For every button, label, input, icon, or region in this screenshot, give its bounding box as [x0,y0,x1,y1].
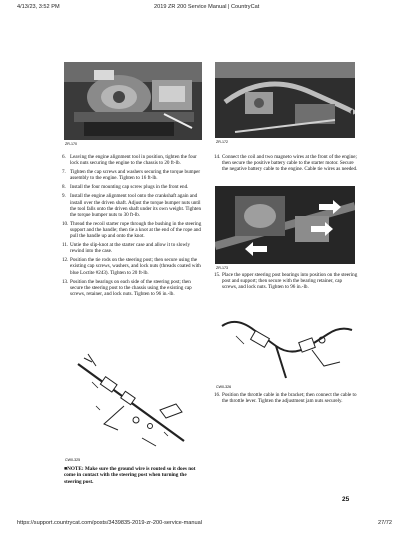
print-url: https://support.countrycat.com/posts/3439835-2019-zr-200-service-manual [17,520,202,526]
step-item: 14. Connect the coil and two magneto wires at the front of the engine; then secure the positive battery cable to the starter motor. Secure the negative battery cable to the engine. Cable tie wires as needed. [214,154,358,173]
step-item: 7. Tighten the cap screws and washers securing the torque bumper assembly to the engine. Tighten to 16 ft-lb. [62,169,201,182]
wiring-photo [215,62,355,138]
figure-tag: CW0-326 [216,385,232,389]
step-item: 13. Position the bearings on each side of the steering post; then secure the steering post to the chassis using the existing cap screws, retainer, and lock nuts. Tighten to 96 in.-lb. [62,278,192,297]
step-item: 16. Position the throttle cable in the bracket; then connect the cable to the throttle lever. Tighten the adjustment jam nuts securely. [214,392,357,405]
handlebar-diagram [216,306,356,384]
step-item: 9. Install the engine alignment tool onto the crankshaft again and install over the driven shaft. Adjust the torque bumper nuts until the tool falls onto the driven shaft under its own weight. Tighten the torque bumper nuts to 30 ft-lb. [62,193,202,218]
figure-tag: ZR-173 [216,266,228,270]
engine-wiring-photo [215,186,355,264]
figure-tag: ZR-172 [216,140,228,144]
note-text: ■NOTE: Make sure the ground wire is routed so it does not come in contact with the steering post when turning the steering post. [64,466,196,485]
page-number: 25 [342,496,350,503]
step-item: 10. Thread the recoil starter rope through the bushing in the steering support and the handle; then tie a knot at the end of the rope and pull the handle up and onto the knot. [62,220,202,240]
step-item: 11. Untie the slip-knot at the starter case and allow it to slowly rewind into the case. [62,242,191,255]
print-page-count: 27/72 [378,520,392,526]
print-page-title: 2019 ZR 200 Service Manual | CountryCat [154,4,260,10]
step-list-right-bottom [214,392,358,407]
figure-tag: CW0-325 [65,458,81,462]
step-list-left [62,154,204,300]
print-timestamp: 4/13/23, 3:52 PM [17,4,60,10]
step-item: 8. Install the four mounting cap screw plugs in the front end. [62,184,189,191]
step-list-right-top [214,154,358,175]
engine-photo [64,62,202,140]
figure-tag: ZR-170 [65,142,77,146]
step-item: 6. Leaving the engine alignment tool in position, tighten the four lock nuts securing the engine to the chassis to 20 ft-lb. [62,154,197,167]
step-item: 15. Place the upper steering post bearings into position on the steering post and support; then secure with the bearing retainer, cap screws, and lock nuts. Tighten to 96 in.-lb. [214,272,358,291]
step-list-right-mid [214,272,358,293]
step-item: 12. Position the tie rods on the steering post; then secure using the existing cap screws, washers, and lock nuts (threads coated with blue Loctite #243). Tighten to 20 ft-lb. [62,257,201,276]
steering-post-diagram [64,346,202,456]
